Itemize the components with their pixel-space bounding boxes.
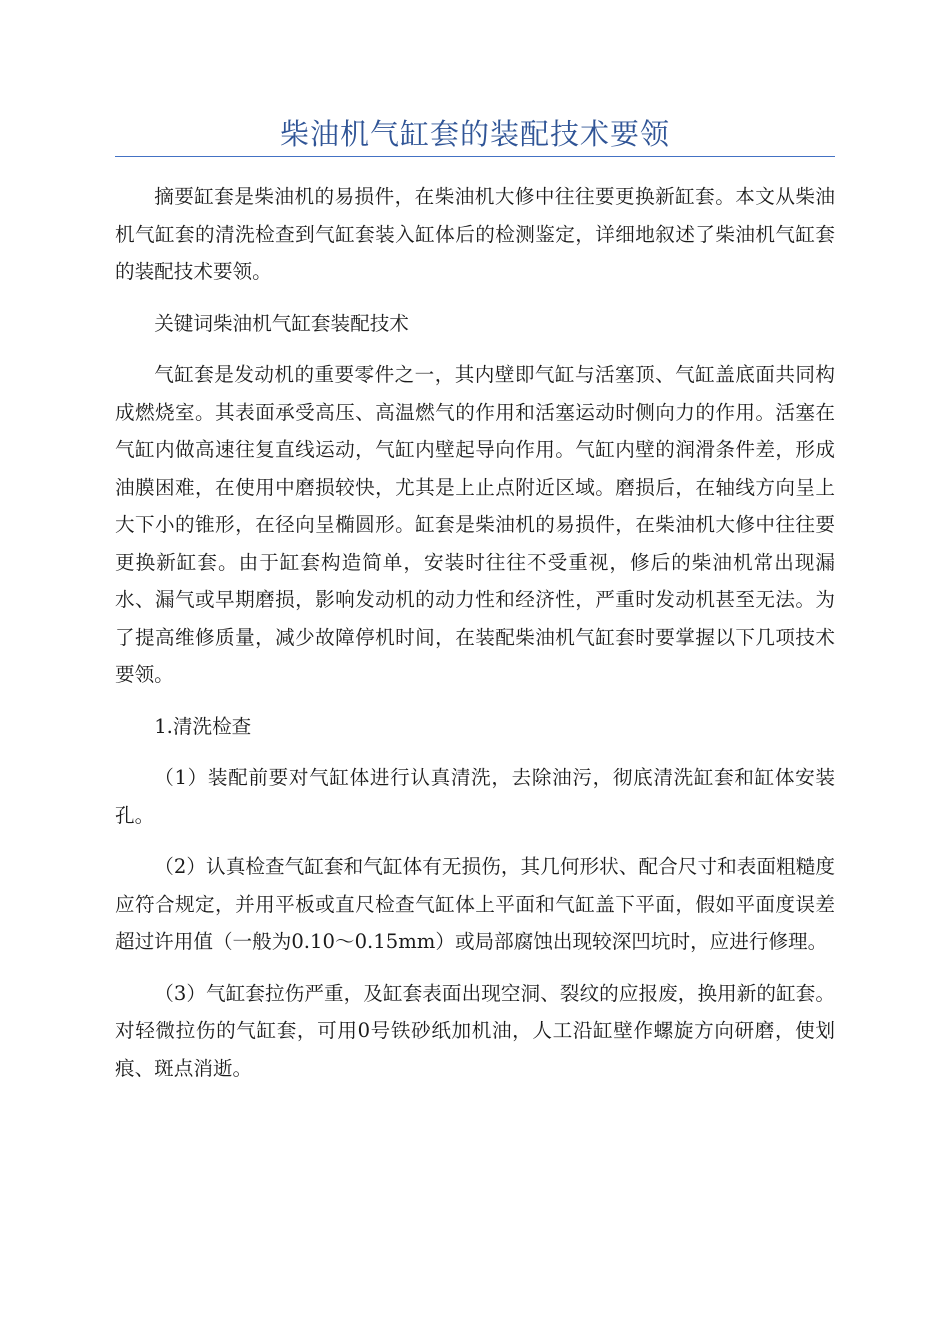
section-heading: 1.清洗检查 [154, 714, 252, 738]
document-title: 柴油机气缸套的装配技术要领 [279, 117, 670, 151]
abstract-paragraph: 摘要缸套是柴油机的易损件，在柴油机大修中往往要更换新缸套。本文从柴油机气缸套的清洗检查到气缸套装入缸体后的检测鉴定，详细地叙述了柴油机气缸套的装配技术要领。 [115, 185, 835, 283]
intro-paragraph: 气缸套是发动机的重要零件之一，其内壁即气缸与活塞顶、气缸盖底面共同构成燃烧室。其表面承受高压、高温燃气的作用和活塞运动时侧向力的作用。活塞在气缸内做高速往复直线运动，气缸内壁起导向作用。气缸内壁的润滑条件差，形成油膜困难，在使用中磨损较快，尤其是上止点附近区域。磨损后，在轴线方向呈上大下小的锥形，在径向呈椭圆形。缸套是柴油机的易损件，在柴油机大修中往往要更换新缸套。由于缸套构造简单，安装时往往不受重视，修后的柴油机常出现漏水、漏气或早期磨损，影响发动机的动力性和经济性，严重时发动机甚至无法。为了提高维修质量，减少故障停机时间，在装配柴油机气缸套时要掌握以下几项技术要领。 [115, 363, 835, 686]
list-item: （3）气缸套拉伤严重，及缸套表面出现空洞、裂纹的应报废，换用新的缸套。对轻微拉伤的气缸套，可用0号铁砂纸加机油，人工沿缸壁作螺旋方向研磨，使划痕、斑点消逝。 [115, 981, 835, 1080]
document-page [115, 0, 835, 1087]
title-underline [115, 156, 835, 157]
keywords-paragraph: 关键词柴油机气缸套装配技术 [154, 311, 409, 335]
list-item: （1）装配前要对气缸体进行认真清洗，去除油污，彻底清洗缸套和缸体安装孔。 [115, 766, 835, 827]
list-item: （2）认真检查气缸套和气缸体有无损伤，其几何形状、配合尺寸和表面粗糙度应符合规定，并用平板或直尺检查气缸体上平面和气缸盖下平面，假如平面度误差超过许用值（一般为0.10～0.15mm）或局部腐蚀出现较深凹坑时，应进行修理。 [115, 855, 835, 953]
